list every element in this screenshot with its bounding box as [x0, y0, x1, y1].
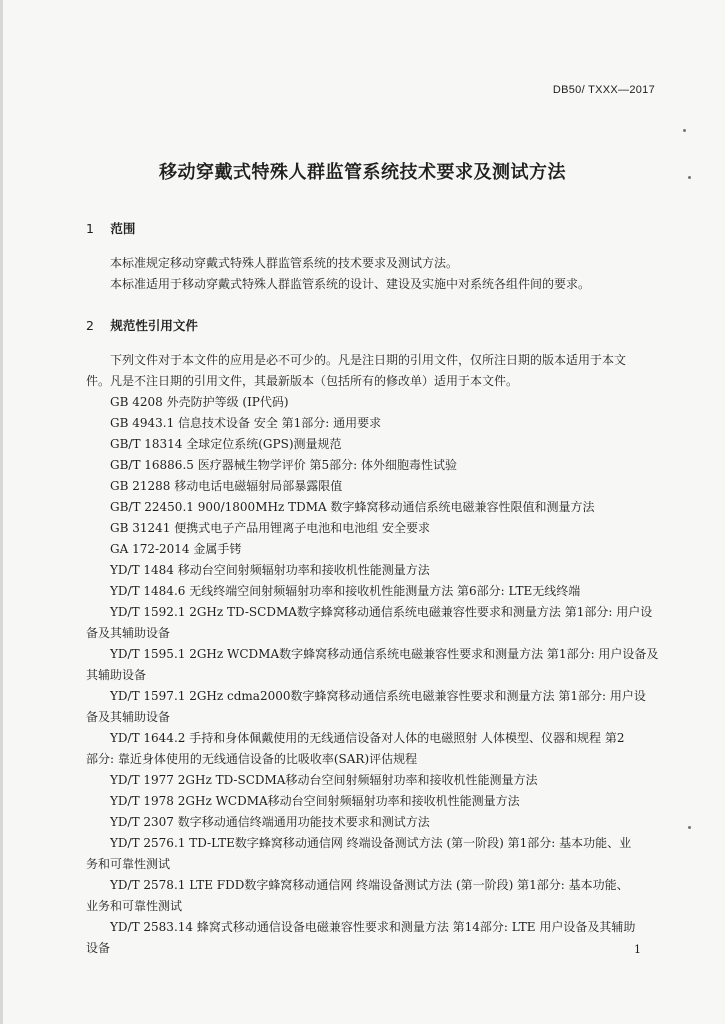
section-1-title: 范围 [110, 221, 136, 236]
reference-item: GB 21288 移动电话电磁辐射局部暴露限值 [110, 479, 343, 493]
section-1-paragraph-1: 本标准规定移动穿戴式特殊人群监管系统的技术要求及测试方法。 [110, 256, 459, 270]
scan-edge [0, 0, 3, 1024]
section-2-intro-line-2: 件。凡是不注日期的引用文件，其最新版本（包括所有的修改单）适用于本文件。 [86, 374, 519, 388]
reference-item: GB 4943.1 信息技术设备 安全 第1部分: 通用要求 [110, 416, 382, 430]
reference-item: YD/T 1484 移动台空间射频辐射功率和接收机性能测量方法 [110, 563, 430, 577]
reference-item: GB 4208 外壳防护等级 (IP代码) [110, 395, 289, 409]
section-2-number: 2 [86, 318, 94, 333]
section-2-title: 规范性引用文件 [110, 318, 198, 333]
reference-item: YD/T 1977 2GHz TD-SCDMA移动台空间射频辐射功率和接收机性能测量方法 [110, 773, 538, 787]
section-2-heading [86, 316, 198, 334]
section-1-number: 1 [86, 221, 94, 236]
page-title: 移动穿戴式特殊人群监管系统技术要求及测试方法 [159, 162, 566, 183]
reference-item: YD/T 1592.1 2GHz TD-SCDMA数字蜂窝移动通信系统电磁兼容性要求和测量方法 第1部分: 用户设 [110, 605, 653, 619]
reference-item-continuation: 其辅助设备 [86, 668, 147, 682]
scan-speck [688, 826, 691, 829]
reference-item: YD/T 1595.1 2GHz WCDMA数字蜂窝移动通信系统电磁兼容性要求和测量方法 第1部分: 用户设备及 [110, 647, 659, 661]
reference-item: YD/T 2583.14 蜂窝式移动通信设备电磁兼容性要求和测量方法 第14部分: LTE 用户设备及其辅助 [110, 920, 636, 934]
reference-item: GB 31241 便携式电子产品用锂离子电池和电池组 安全要求 [110, 521, 431, 535]
scan-speck [683, 129, 686, 132]
document-code: DB50/ TXXX—2017 [552, 84, 655, 96]
reference-item-continuation: 设备 [86, 941, 111, 955]
reference-item-continuation: 务和可靠性测试 [86, 857, 171, 871]
reference-item: YD/T 2576.1 TD-LTE数字蜂窝移动通信网 终端设备测试方法 (第一阶段) 第1部分: 基本功能、业 [110, 836, 632, 850]
reference-item: YD/T 2307 数字移动通信终端通用功能技术要求和测试方法 [110, 815, 430, 829]
reference-item: YD/T 1484.6 无线终端空间射频辐射功率和接收机性能测量方法 第6部分: LTE无线终端 [110, 584, 581, 598]
section-1-heading [86, 219, 135, 237]
reference-item: YD/T 1597.1 2GHz cdma2000数字蜂窝移动通信系统电磁兼容性要求和测量方法 第1部分: 用户设 [110, 689, 646, 703]
reference-item: YD/T 1978 2GHz WCDMA移动台空间射频辐射功率和接收机性能测量方法 [110, 794, 520, 808]
reference-item: GB/T 18314 全球定位系统(GPS)测量规范 [110, 437, 342, 451]
reference-item-continuation: 备及其辅助设备 [86, 626, 171, 640]
reference-item: YD/T 1644.2 手持和身体佩戴使用的无线通信设备对人体的电磁照射 人体模型、仪器和规程 第2 [110, 731, 625, 745]
reference-item: GA 172-2014 金属手铐 [110, 542, 242, 556]
reference-item: GB/T 22450.1 900/1800MHz TDMA 数字蜂窝移动通信系统电磁兼容性限值和测量方法 [110, 500, 595, 514]
page-number: 1 [634, 943, 641, 956]
reference-item-continuation: 备及其辅助设备 [86, 710, 171, 724]
scan-speck [688, 176, 691, 179]
reference-item-continuation: 部分: 靠近身体使用的无线通信设备的比吸收率(SAR)评估规程 [86, 752, 418, 766]
section-2-intro-line-1: 下列文件对于本文件的应用是必不可少的。凡是注日期的引用文件，仅所注日期的版本适用于本文 [110, 353, 627, 367]
reference-item-continuation: 业务和可靠性测试 [86, 899, 183, 913]
section-1-paragraph-2: 本标准适用于移动穿戴式特殊人群监管系统的设计、建设及实施中对系统各组件间的要求。 [110, 277, 591, 291]
reference-item: GB/T 16886.5 医疗器械生物学评价 第5部分: 体外细胞毒性试验 [110, 458, 458, 472]
reference-item: YD/T 2578.1 LTE FDD数字蜂窝移动通信网 终端设备测试方法 (第一阶段) 第1部分: 基本功能、 [110, 878, 629, 892]
